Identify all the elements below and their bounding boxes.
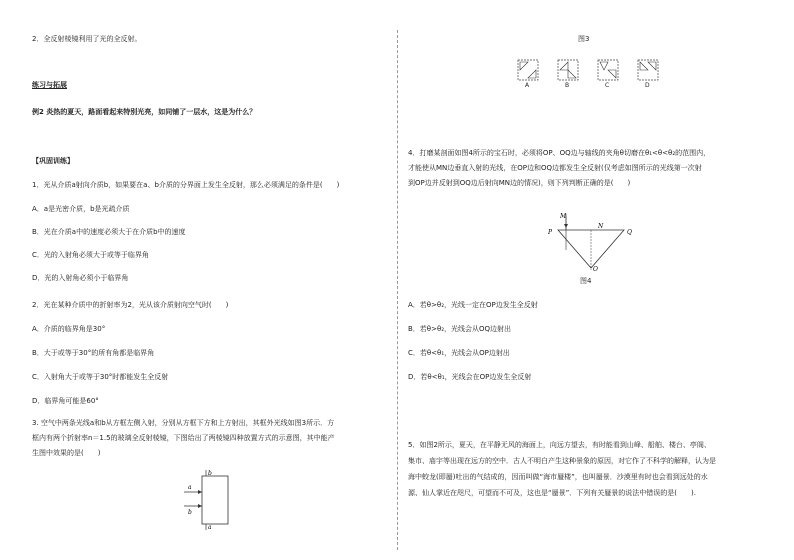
q4-fig-label-m: M <box>560 213 567 220</box>
q3-box-figure <box>180 470 240 530</box>
q4-fig-label-q: Q <box>627 229 632 236</box>
section-consolidate-heading: 【巩固训练】 <box>32 157 74 165</box>
q2-option-b: B．大于或等于30°的所有角都是临界角 <box>32 349 155 357</box>
q2-stem: 2．光在某种介质中的折射率为2，光从该介质射向空气时( ) <box>32 301 229 309</box>
q3-fig-label-a-bottom: a <box>208 524 212 530</box>
fig3-caption: 图3 <box>578 35 590 43</box>
fig4-caption: 图4 <box>580 277 592 285</box>
example-2: 例2 炎热的夏天，路面看起来特别光亮，如同铺了一层水，这是为什么？ <box>32 108 257 116</box>
q1-option-c: C．光的入射角必须大于或等于临界角 <box>32 251 149 259</box>
q3-fig-label-a-left: a <box>188 484 192 491</box>
q5-line-1: 5．如图2所示，夏天，在平静无风的海面上，向远方望去，有时能看到山峰、船舶、楼台、亭阁、 <box>408 441 711 449</box>
q1-stem: 1．光从介质a射向介质b，如果要在a、b介质的分界面上发生全反射，那么必须满足的条件是( ) <box>32 181 340 189</box>
q2-option-a: A．介质的临界角是30° <box>32 325 106 333</box>
q2-option-c: C．入射角大于或等于30°时都能发生全反射 <box>32 373 169 381</box>
q4-line-3: 到OP边并反射到OQ边后射向MN边的情况)，则下列判断正确的是( ) <box>408 179 631 187</box>
item-2: 2．全反射棱镜利用了光的全反射。 <box>32 35 142 43</box>
fig3-option-a-label: A <box>525 82 530 89</box>
q3-fig-label-b-left: b <box>188 509 192 516</box>
fig3-option-d-label: D <box>645 82 650 89</box>
q2-option-d: D．临界角可能是60° <box>32 397 99 405</box>
q3-fig-label-b-top: b <box>208 470 212 477</box>
q4-fig-label-p: P <box>548 229 553 236</box>
fig3-options <box>516 58 676 92</box>
q1-option-a: A．a是光密介质，b是光疏介质 <box>32 205 130 213</box>
q4-option-a: A．若θ>θ₂，光线一定在OP边发生全反射 <box>408 301 538 309</box>
q4-fig-label-n: N <box>598 223 604 230</box>
q3-line-2: 框内有两个折射率n＝1.5的玻璃全反射棱镜，下图给出了两棱镜四种放置方式的示意图，其中能产 <box>32 434 335 442</box>
q3-line-3: 生图中效果的是( ) <box>32 449 101 457</box>
q5-line-3: 海中蛟龙(即蜃)吐出的气结成的，因而叫做“海市蜃楼”，也叫蜃景．沙漠里有时也会看到远处的水 <box>408 473 708 481</box>
q1-option-d: D．光的入射角必须小于临界角 <box>32 274 129 282</box>
q5-line-2: 集市、庙宇等出现在远方的空中．古人不明白产生这种景象的原因，对它作了不科学的解释，认为是 <box>408 457 716 465</box>
right-column <box>398 0 794 560</box>
fig3-option-c-label: C <box>605 82 610 89</box>
fig3-option-b-label: B <box>565 82 570 89</box>
q4-line-1: 4．打磨某剖面如图4所示的宝石时，必须将OP、OQ边与轴线的夹角θ切磨在θ₁<θ<θ₂的范围内， <box>408 149 711 157</box>
q4-line-2: 才能使从MN边垂直入射的光线，在OP边和OQ边都发生全反射(仅考虑如图所示的光线第一次射 <box>408 164 702 172</box>
q3-line-1: 3. 空气中两条光线a和b从方框左侧入射，分别从方框下方和上方射出，其框外光线如图3所示．方 <box>32 419 335 427</box>
q1-option-b: B．光在介质a中的速度必须大于在介质b中的速度 <box>32 228 186 236</box>
q5-line-4: 源、仙人掌近在咫尺，可望而不可及，这也是“蜃景”．下列有关蜃景的说法中错误的是( ). <box>408 489 696 497</box>
q4-option-b: B．若θ>θ₂，光线会从OQ边射出 <box>408 325 512 333</box>
fig3-options-drawing <box>516 58 676 92</box>
q4-fig-label-o: O <box>593 266 598 272</box>
q4-option-c: C．若θ<θ₁，光线会从OP边射出 <box>408 349 510 357</box>
section-practice-heading: 练习与拓展 <box>32 81 67 89</box>
q4-gem-figure <box>546 210 636 272</box>
q4-option-d: D．若θ<θ₁，光线会在OP边发生全反射 <box>408 373 532 381</box>
